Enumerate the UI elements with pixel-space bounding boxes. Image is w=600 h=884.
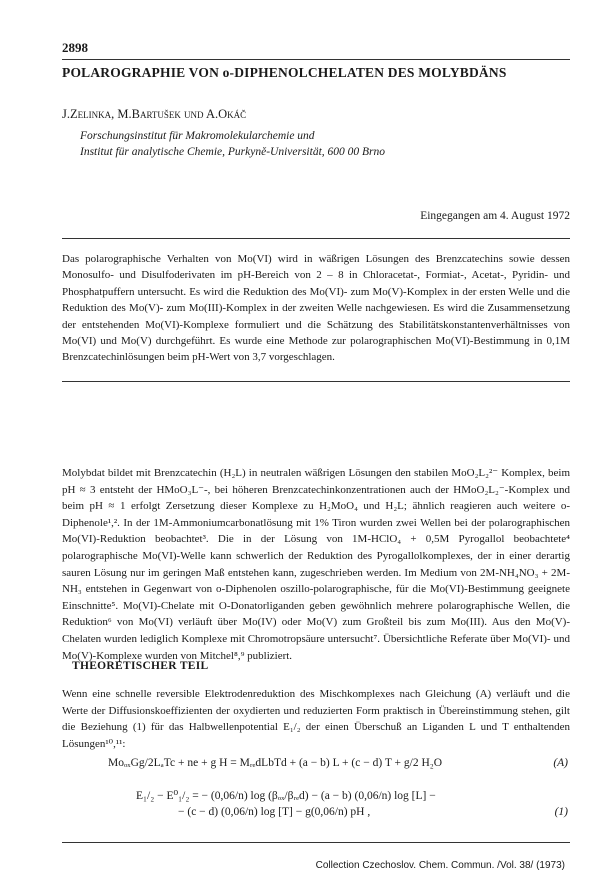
equation-a: MoₒₓGg/2LₐTc + ne + g H = MᵣₑdLbTd + (a − b) L + (c − d) T + g/2 H₂O — [108, 757, 443, 769]
authors: J.Zelinka, M.Bartušek und A.Okáč — [62, 107, 247, 121]
page-number: 2898 — [62, 40, 88, 55]
section-heading: THEORETISCHER TEIL — [72, 660, 209, 672]
header-rule — [62, 59, 570, 60]
journal-footer: Collection Czechoslov. Chem. Commun. /Vol. 38/ (1973) — [315, 860, 565, 871]
equation-a-label: (A) — [553, 757, 568, 769]
introduction-text: Molybdat bildet mit Brenzcatechin (H₂L) in neutralen wäßrigen Lösungen den stabilen MoO₂L₂²⁻ Komplex, beim pH ≈ 3 entsteht der HMoO₃L⁻-, bei höheren Brenzcatechinkonzentrationen auch der HMoO₂L₂⁻-Komplex und beim pH ≈ 1 erfolgt Zersetzung dieser Komplexe zu H₂MoO₄ und H₂L; ähnlich reagieren auch weitere o-Diphenole¹,². In der 1M-Ammoniumcarbonatlösung mit 1% Tiron wurden zwei Wellen bei der polarographischen Mo(VI)-Reduktion beobachtet³. Die in der Lösung von 1M-HClO₄ + 0,5M Pyrogallol beobachtete⁴ polarographische Mo(VI)-Welle kann schwerlich der Reduktion des Pyrogallolkomplexes, der in einer derartig sauren Lösung nur im geringen Maß entstehen kann, zugeschrieben werden. Im Medium von 2M-NH₄NO₃ + 2M-NH₃ entstehen in Gegenwart von o-Diphenolen oszillo-polarographische, für die Mo(VI)-Bestimmung geeignete Einschnitte⁵. Mo(VI)-Chelate mit O-Donatorliganden geben gewöhnlich mehrere polarographische Wellen, die Reduktion⁶ von Mo(VI) verläuft über Mo(IV) oder Mo(V) zum Großteil bis zum Mo(III). Aus den Mo(V)-Chelaten wurden lediglich Komplexe mit Chromotropsäure untersucht⁷. Übersichtliche Referate über Mo(VI)- und Mo(V)-Komplexe wurden von Mitchel⁸,⁹ publiziert. — [62, 467, 570, 662]
theory-paragraph — [62, 686, 570, 752]
introduction — [62, 465, 570, 664]
affiliation — [80, 128, 385, 160]
article-title: POLAROGRAPHIE VON o-DIPHENOLCHELATEN DES MOLYBDÄNS — [62, 65, 507, 80]
equation-1-line-2: − (c − d) (0,06/n) log [T] − g(0,06/n) pH , — [178, 806, 371, 818]
received-date: Eingegangen am 4. August 1972 — [420, 210, 570, 222]
theory-text: Wenn eine schnelle reversible Elektrodenreduktion des Mischkomplexes nach Gleichung (A) verläuft und die Werte der Diffusionskoeffizienten der oxydierten und reduzierten Form praktisch in Übereinstimmung stehen, gilt die Beziehung (1) für das Halbwellenpotential E₁/₂ der einen Überschuß an Liganden L und T enthaltenden Lösungen¹⁰,¹¹: — [62, 688, 570, 750]
affiliation-line-1: Forschungsinstitut für Makromolekularchemie und — [80, 130, 315, 142]
equation-1-line-1: E₁/₂ − E⁰₁/₂ = − (0,06/n) log (βₒₓ/βᵣₑd) − (a − b) (0,06/n) log [L] − — [136, 790, 436, 802]
equation-1-label: (1) — [554, 806, 568, 818]
footer-rule — [62, 842, 570, 843]
affiliation-line-2: Institut für analytische Chemie, Purkyně-Universität, 600 00 Brno — [80, 146, 386, 158]
abstract-text: Das polarographische Verhalten von Mo(VI) wird in wäßrigen Lösungen des Brenzcatechins sowie dessen Monosulfo- und Disulfoderivaten im pH-Bereich von 2 – 8 in Chloracetat-, Formiat-, Acetat-, Pyridin- und Phosphatpuffern untersucht. Es wird die Reduktion des Mo(VI)- zum Mo(V)-Komplex in der ersten Welle und die Reduktion des Mo(V)- zum Mo(III)-Komplex in der zweiten Welle nachgewiesen. Es wird die Zusammensetzung der entstehenden Mo(VI)-Komplexe formuliert und die Schätzung des Stabilitätskonstantenverhältnisses von Mo(VI) und Mo(V) durchgeführt. Es wurde eine Methode zur polarographischen Mo(VI)-Bestimmung in 0,1M Brenzcatechinlösungen beim pH-Wert von 3,7 vorgeschlagen. — [62, 253, 570, 364]
abstract-box — [62, 238, 570, 382]
